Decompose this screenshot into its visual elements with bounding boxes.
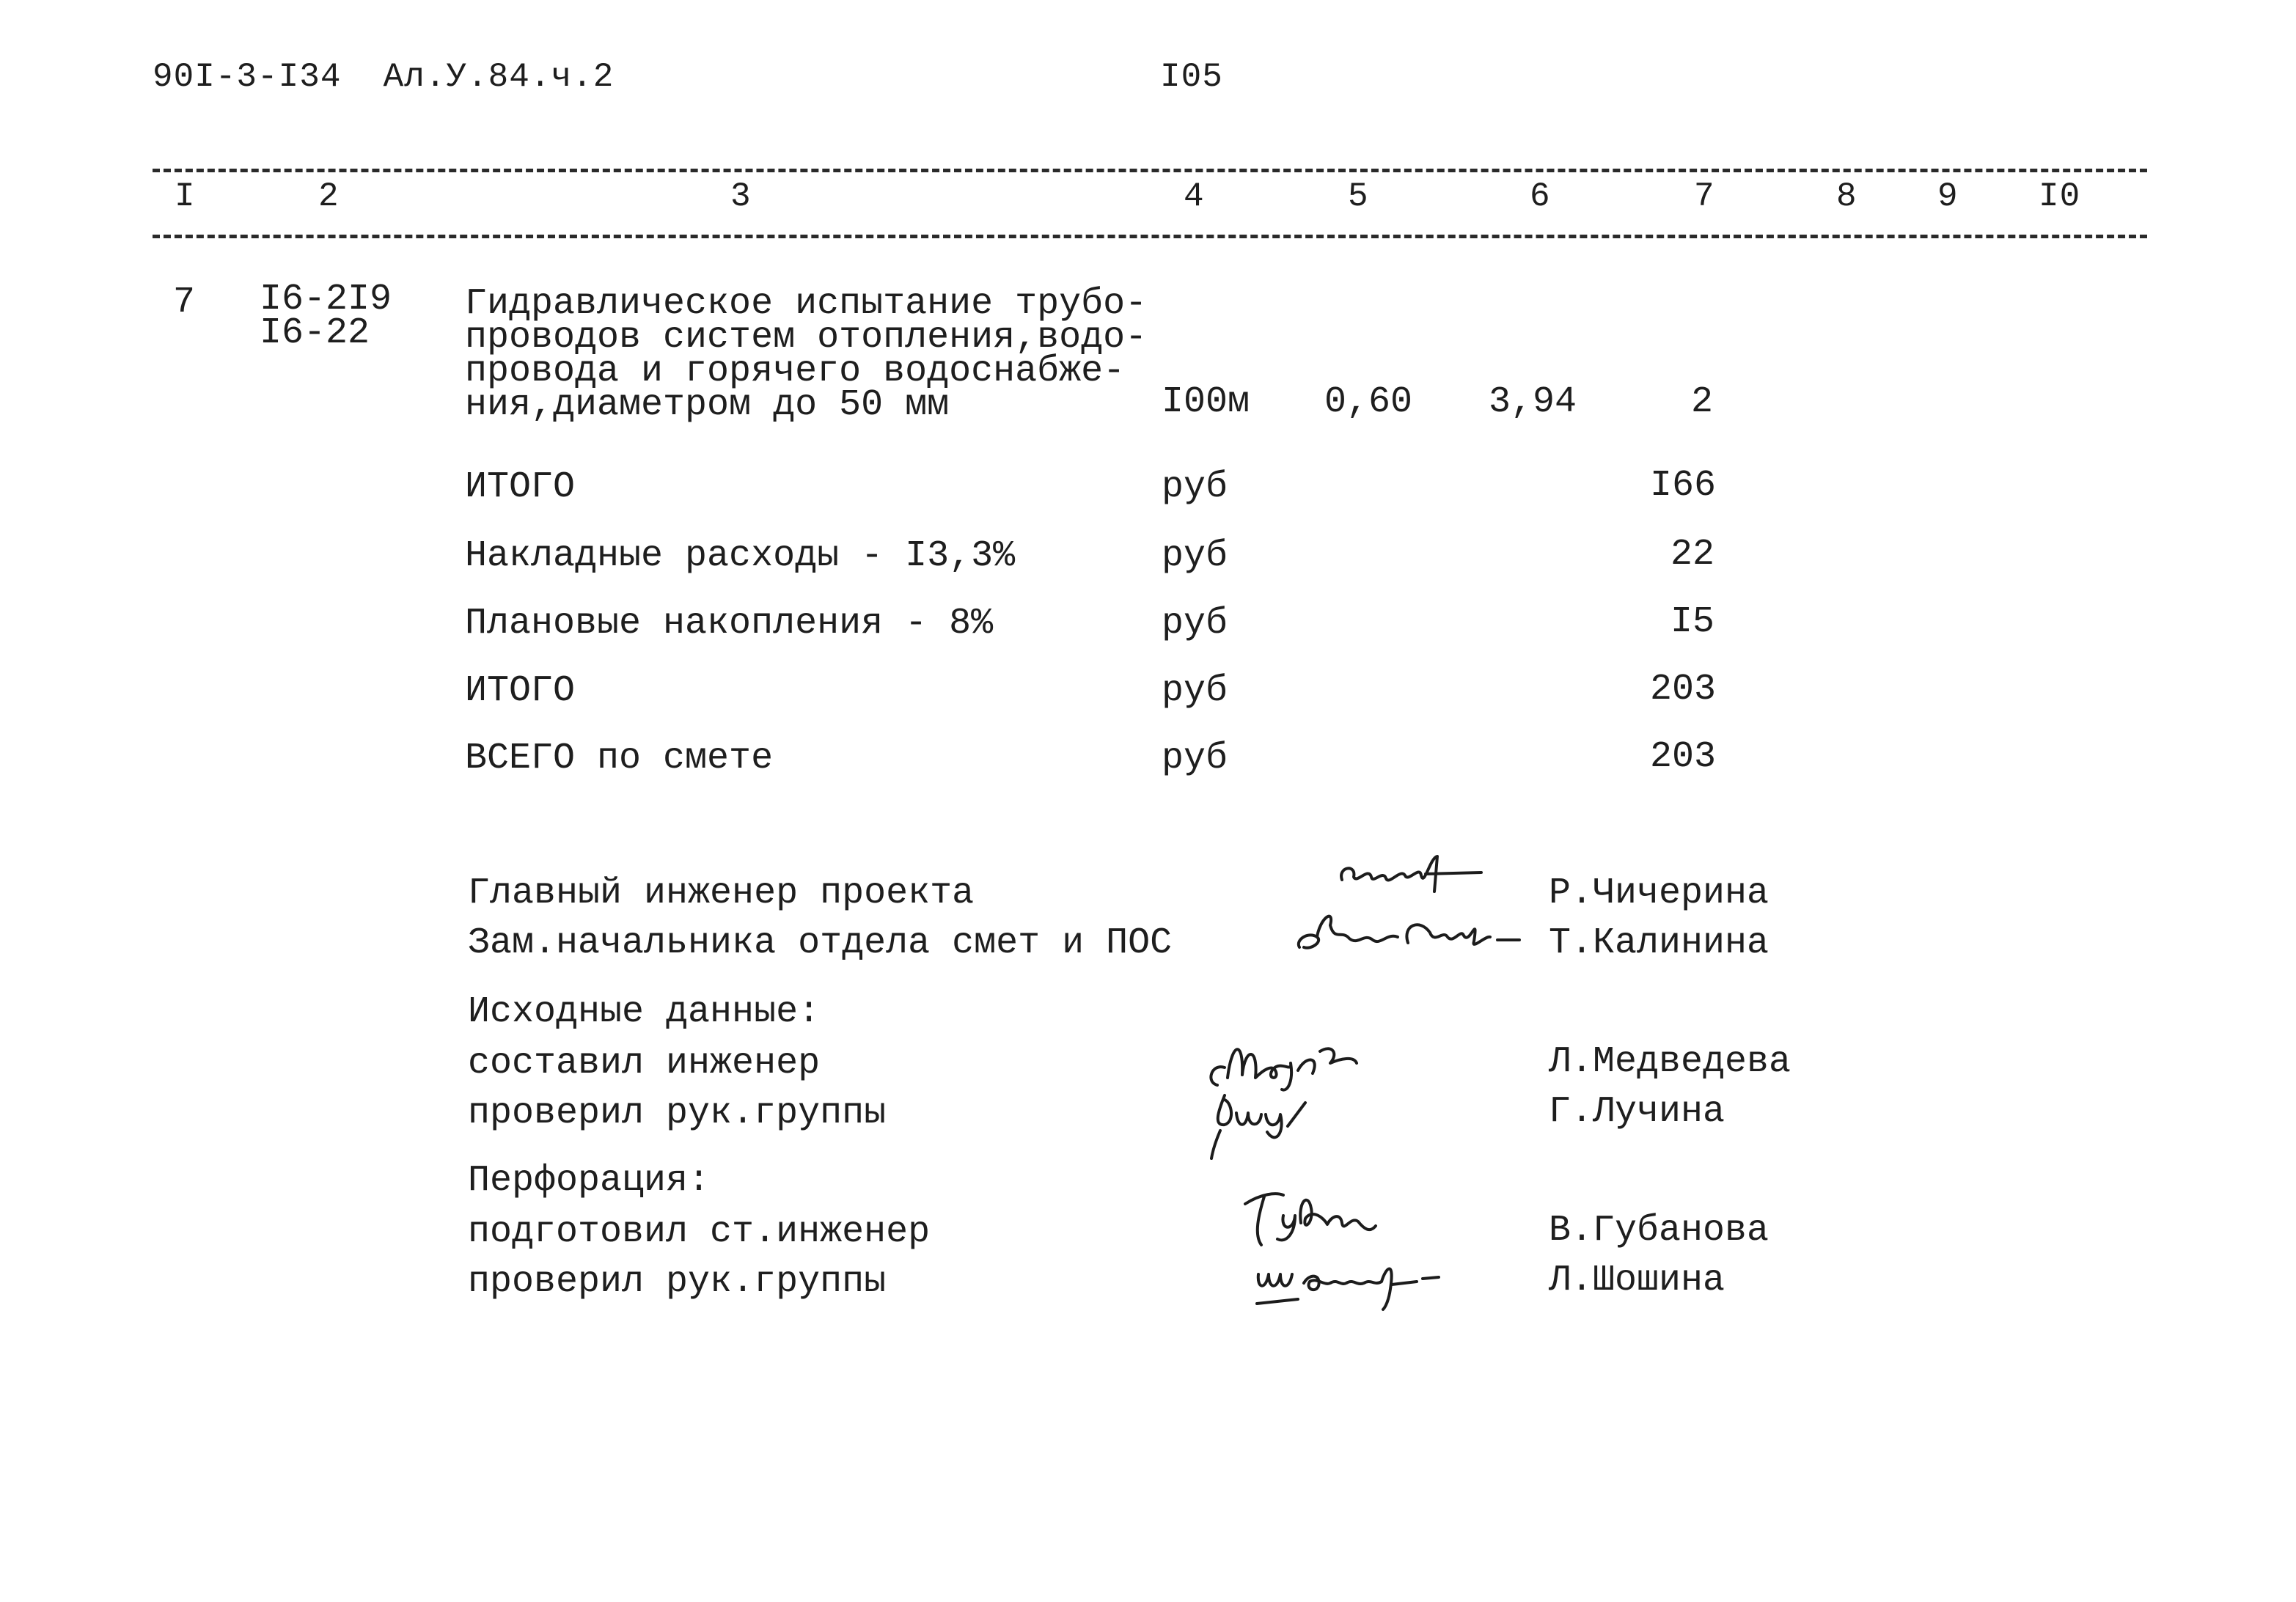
deputy-head-signature [1291,903,1555,962]
page-number: I05 [1160,58,1223,96]
deputy-head-name: Т.Калинина [1549,922,1769,964]
checked-by-title-2: проверил рук.группы [468,1261,887,1303]
item-description-line-3: провода и горячего водоснабже- [465,350,1126,392]
item-total: 2 [1691,381,1714,423]
compiled-by-title: составил инженер [468,1043,821,1084]
prepared-by-title: подготовил ст.инженер [468,1211,931,1253]
summary-label-grand-total: ВСЕГО по смете [465,738,774,779]
summary-unit-grand-total: руб [1162,738,1228,779]
compiled-by-signature [1203,1034,1445,1095]
perforation-heading: Перфорация: [468,1160,711,1202]
summary-unit-total: руб [1162,670,1228,712]
column-number-8: 8 [1836,177,1857,216]
column-number-6: 6 [1530,177,1551,216]
column-number-4: 4 [1184,177,1205,216]
item-unit-price: 3,94 [1489,381,1577,423]
item-code-primary: I6-2I9 [260,279,392,320]
checked-by-title: проверил рук.группы [468,1092,887,1134]
checked-by-name-2: Л.Шошина [1549,1260,1725,1301]
summary-value-grand-total: 203 [1650,736,1717,778]
item-description-line-1: Гидравлическое испытание трубо- [465,283,1148,325]
summary-value-total: 203 [1650,669,1717,710]
column-number-10: I0 [2039,177,2081,216]
column-number-9: 9 [1937,177,1959,216]
item-code-secondary: I6-22 [260,312,370,354]
summary-label-overhead: Накладные расходы - I3,3% [465,535,1016,577]
checked-by-signature-2 [1247,1245,1467,1311]
checked-by-name: Г.Лучина [1549,1091,1725,1133]
summary-unit-overhead: руб [1162,535,1228,577]
summary-label-planned-savings: Плановые накопления - 8% [465,603,994,644]
chief-engineer-name: Р.Чичерина [1549,872,1769,914]
column-number-7: 7 [1694,177,1715,216]
header-bottom-rule [153,235,2147,238]
deputy-head-title: Зам.начальника отдела смет и ПОС [468,922,1173,964]
document-code: 90I-3-I34 Ал.У.84.ч.2 [153,58,615,96]
summary-unit-subtotal: руб [1162,466,1228,508]
summary-label-subtotal: ИТОГО [465,466,576,508]
compiled-by-name: Л.Медведева [1549,1041,1791,1083]
checked-by-signature [1203,1088,1342,1161]
column-number-3: 3 [730,177,752,216]
column-number-2: 2 [318,177,340,216]
column-number-5: 5 [1348,177,1369,216]
column-number-1: I [175,177,196,216]
source-data-heading: Исходные данные: [468,991,821,1033]
header-top-rule [153,169,2147,172]
item-number: 7 [173,282,196,323]
summary-value-subtotal: I66 [1650,465,1717,507]
item-description-line-2: проводов систем отопления,водо- [465,317,1148,359]
chief-engineer-signature [1335,850,1511,902]
summary-value-overhead: 22 [1670,534,1715,576]
item-unit: I00м [1162,381,1250,423]
summary-value-planned-savings: I5 [1670,601,1715,643]
summary-unit-planned-savings: руб [1162,603,1228,644]
prepared-by-name: В.Губанова [1549,1210,1769,1252]
chief-engineer-title: Главный инженер проекта [468,872,975,914]
summary-label-total: ИТОГО [465,670,576,712]
item-description-line-4: ния,диаметром до 50 мм [465,384,950,426]
item-quantity: 0,60 [1324,381,1413,423]
